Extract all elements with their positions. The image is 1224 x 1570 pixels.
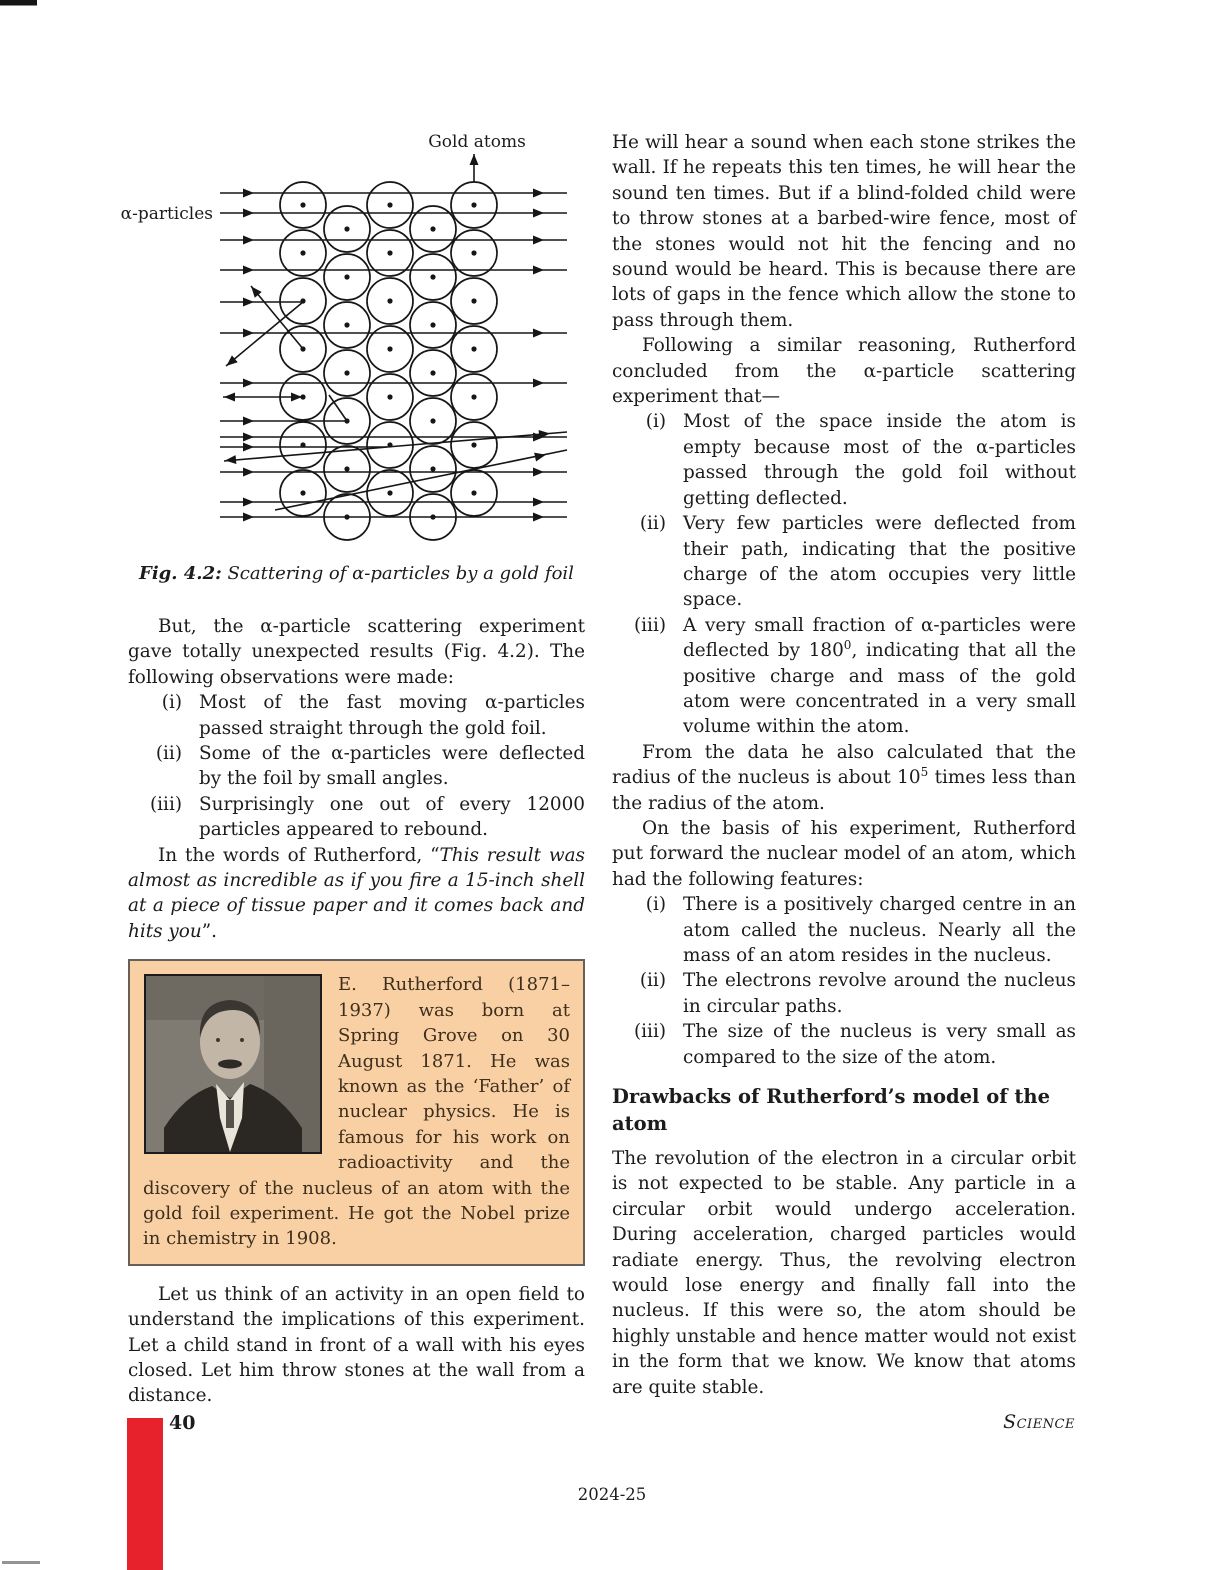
paragraph-nuclear-model-intro: On the basis of his experiment, Rutherford put forward the nuclear model of an atom, which had the following features: [612,817,1076,890]
list-item [612,892,1076,968]
print-registration-mark [2,1561,40,1564]
list-item-text: Most of the fast moving α-particles passed straight through the gold foil. [199,692,585,739]
list-item-text: The size of the nucleus is very small as compared to the size of the atom. [683,1021,1076,1068]
list-item [612,613,1076,740]
superscript: 0 [843,638,852,652]
list-item-number: (i) [645,894,666,916]
list-item [128,690,585,741]
list-item-text: Most of the space inside the atom is empty because most of the α-particles passed through the gold foil without getting deflected. [683,411,1076,509]
list-item-text: Very few particles were deflected from their path, indicating that the positive charge of the atom occupies very little space. [683,513,1076,611]
list-item-number: (i) [645,411,666,433]
list-item-number: (iii) [150,793,182,815]
list-item-number: (ii) [155,743,182,765]
list-item-text: There is a positively charged centre in an atom called the nucleus. Nearly all the mass of an atom resides in the nucleus. [683,894,1076,966]
list-item-text: The electrons revolve around the nucleus in circular paths. [683,970,1076,1017]
paragraph-nucleus-radius: From the data he also calculated that the radius of the nucleus is about $10^5$ times less than the radius of the atom. [612,741,1076,814]
list-item-number: (ii) [639,513,666,535]
rutherford-portrait-photo [144,974,322,1154]
list-item-text: Some of the α-particles were deflected by the foil by small angles. [199,743,585,790]
list-item [612,1019,1076,1070]
alpha-particles-label: α-particles [120,204,213,224]
paragraph-drawbacks-body: The revolution of the electron in a circular orbit is not expected to be stable. Any particle in a circular orbit would undergo acceleration. During acceleration, charged particles would radiate energy. Thus, the revolving electron would lose energy and finally fall into the nucleus. If this were so, the atom should be highly unstable and hence matter would not exist in the form that we know. We know that atoms are quite stable. [612,1148,1076,1398]
right-column [612,130,1076,1400]
edition-year: 2024-25 [577,1485,647,1504]
quote-lead: In the words of Rutherford, “ [158,844,440,866]
list-item [612,968,1076,1019]
paragraph-stone-wall: He will hear a sound when each stone strikes the wall. If he repeats this ten times, he will hear the sound ten times. But if a blind-folded child were to throw stones at a barbed-wire fence, most of the stones would not hit the fencing and no sound would be heard. This is because there are lots of gaps in the fence which allow the stone to pass through them. [612,132,1076,331]
list-item-text: Surprisingly one out of every 12000 particles appeared to rebound. [199,793,585,841]
book-title-running-footer: Science [1003,1411,1075,1433]
list-item [128,741,585,792]
list-item-text: A very small fraction of α-particles were deflected by $180^0$, indicating that all the positive charge and mass of the gold atom were concentrated in a very small volume within the atom. [683,614,1077,738]
gold-atoms-label: Gold atoms [428,132,526,152]
alpha-scattering-diagram [120,130,580,562]
list-item-number: (ii) [639,970,666,992]
list-item [612,409,1076,511]
list-item [612,511,1076,613]
paragraph-activity: Let us think of an activity in an open field to understand the implications of this experiment. Let a child stand in front of a wall with his eyes closed. Let him throw stones at the wall from a distance. [128,1283,585,1407]
list-item-number: (iii) [634,614,666,636]
rutherford-bio-box [128,959,585,1265]
paragraph-observations-intro: But, the α-particle scattering experiment gave totally unexpected results (Fig. 4.2). The following observations were made: [128,616,585,688]
list-item [128,792,585,843]
superscript: 5 [920,765,929,780]
figure-caption-text: Scattering of α-particles by a gold foil [221,563,574,584]
quote-tail: ”. [201,920,217,942]
figure-caption [128,563,585,584]
page-number: 40 [169,1412,196,1434]
left-column [128,614,585,1409]
list-item-number: (iii) [634,1021,666,1043]
figure-caption-label: Fig. 4.2: [139,563,222,584]
quote-body: This result was almost as incredible as if you fire a 15-inch shell at a piece of tissue paper and it comes back and hits you [128,844,585,942]
print-registration-mark [0,0,37,5]
rutherford-bio-text: E. Rutherford (1871–1937) was born at Spring Grove on 30 August 1871. He was known as the ‘Father’ of nuclear physics. He is famous for his work on radioactivity and the discovery of the nucleus of an atom with the gold foil experiment. He got the Nobel prize in chemistry in 1908. [143,974,570,1250]
paragraph-similar-reasoning: Following a similar reasoning, Rutherford concluded from the α-particle scattering experiment that— [612,335,1076,408]
figure-4-2 [120,130,580,562]
paragraph-rutherford-quote [128,843,585,945]
section-heading-drawbacks: Drawbacks of Rutherford’s model of the atom [612,1085,1050,1136]
list-item-number: (i) [161,692,182,714]
